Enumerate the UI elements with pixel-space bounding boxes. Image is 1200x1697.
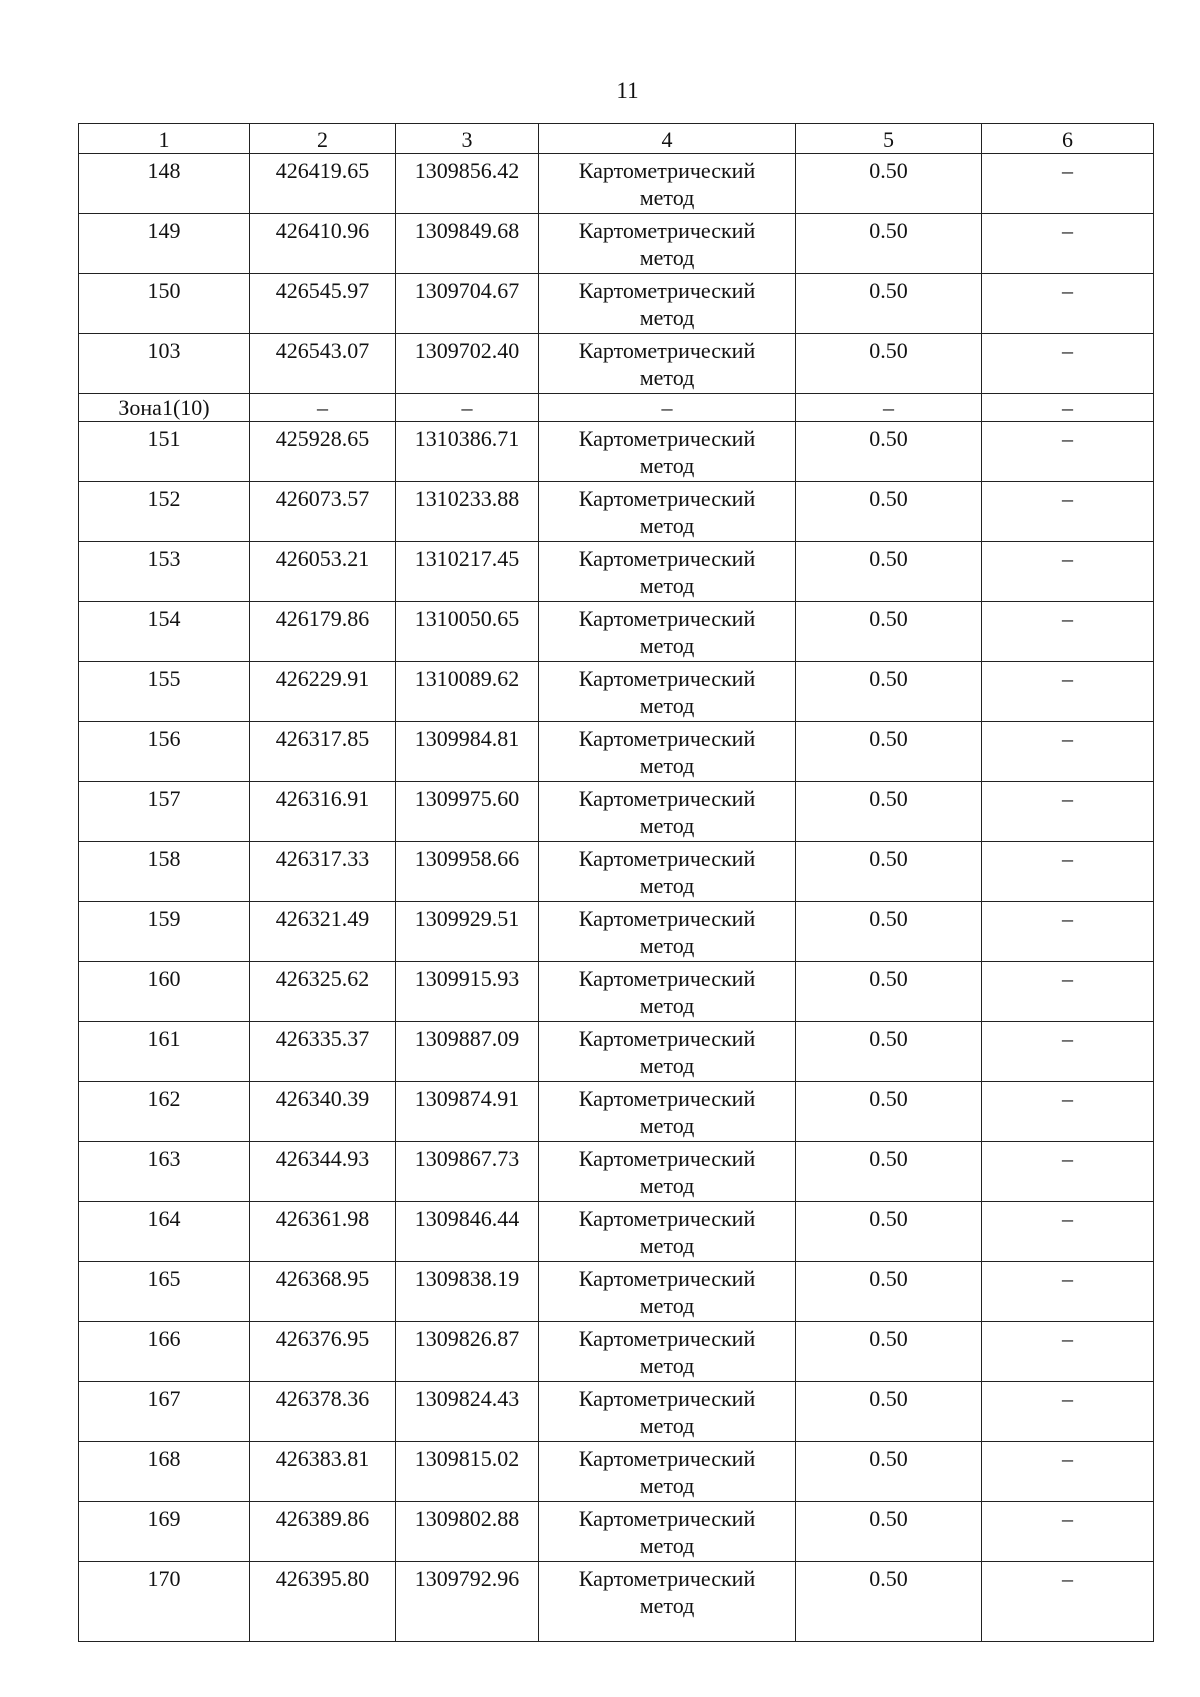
table-row (79, 422, 1154, 482)
y-coordinate-cell: 1310050.65 (396, 602, 539, 662)
table-row (79, 782, 1154, 842)
accuracy-cell: 0.50 (796, 274, 982, 334)
zone-row (79, 394, 1154, 422)
table-row (79, 1202, 1154, 1262)
x-coordinate-cell: 426335.37 (250, 1022, 396, 1082)
note-cell: – (982, 962, 1154, 1022)
method-cell (539, 214, 796, 274)
table-row (79, 214, 1154, 274)
accuracy-cell: – (796, 394, 982, 422)
accuracy-cell: 0.50 (796, 1202, 982, 1262)
table-row (79, 1442, 1154, 1502)
y-coordinate-cell: 1309867.73 (396, 1142, 539, 1202)
point-cell: 164 (79, 1202, 250, 1262)
method-line-1: Картометрический (578, 1266, 756, 1291)
method-cell (539, 1022, 796, 1082)
method-cell (539, 1142, 796, 1202)
x-coordinate-cell: 426410.96 (250, 214, 396, 274)
method-line-2: метод (639, 245, 695, 270)
point-cell: 156 (79, 722, 250, 782)
method-line-2: метод (639, 753, 695, 778)
x-coordinate-cell: 426053.21 (250, 542, 396, 602)
column-header-2: 2 (250, 124, 396, 154)
point-cell: 158 (79, 842, 250, 902)
point-cell: 166 (79, 1322, 250, 1382)
point-cell: 170 (79, 1562, 250, 1642)
method-cell (539, 842, 796, 902)
y-coordinate-cell: 1309929.51 (396, 902, 539, 962)
method-line-2: метод (639, 1533, 695, 1558)
x-coordinate-cell: 426545.97 (250, 274, 396, 334)
y-coordinate-cell: 1309874.91 (396, 1082, 539, 1142)
method-cell (539, 1202, 796, 1262)
y-coordinate-cell: 1309846.44 (396, 1202, 539, 1262)
point-cell: Зона1(10) (79, 394, 250, 422)
x-coordinate-cell: 426317.33 (250, 842, 396, 902)
table-row (79, 274, 1154, 334)
note-cell: – (982, 722, 1154, 782)
y-coordinate-cell: 1310233.88 (396, 482, 539, 542)
method-line-2: метод (639, 1233, 695, 1258)
accuracy-cell: 0.50 (796, 1082, 982, 1142)
x-coordinate-cell: 426395.80 (250, 1562, 396, 1642)
note-cell: – (982, 1382, 1154, 1442)
point-cell: 151 (79, 422, 250, 482)
method-cell (539, 902, 796, 962)
method-line-2: метод (639, 1053, 695, 1078)
method-cell (539, 1322, 796, 1382)
point-cell: 157 (79, 782, 250, 842)
x-coordinate-cell: 426317.85 (250, 722, 396, 782)
y-coordinate-cell: 1309887.09 (396, 1022, 539, 1082)
x-coordinate-cell: 426383.81 (250, 1442, 396, 1502)
note-cell: – (982, 902, 1154, 962)
point-cell: 148 (79, 154, 250, 214)
note-cell: – (982, 1022, 1154, 1082)
table-body (79, 154, 1154, 1642)
method-line-2: метод (639, 1113, 695, 1138)
accuracy-cell: 0.50 (796, 902, 982, 962)
method-line-1: Картометрический (578, 218, 756, 243)
accuracy-cell: 0.50 (796, 662, 982, 722)
x-coordinate-cell: 426179.86 (250, 602, 396, 662)
method-cell (539, 1442, 796, 1502)
point-cell: 150 (79, 274, 250, 334)
note-cell: – (982, 1322, 1154, 1382)
method-line-1: Картометрический (578, 966, 756, 991)
accuracy-cell: 0.50 (796, 962, 982, 1022)
y-coordinate-cell: 1309704.67 (396, 274, 539, 334)
method-line-2: метод (639, 933, 695, 958)
method-line-2: метод (639, 1173, 695, 1198)
page-number: 11 (616, 78, 639, 103)
accuracy-cell: 0.50 (796, 1562, 982, 1642)
method-cell (539, 722, 796, 782)
method-line-1: Картометрический (578, 726, 756, 751)
point-cell: 103 (79, 334, 250, 394)
table-row (79, 842, 1154, 902)
method-cell (539, 394, 796, 422)
method-line-1: Картометрический (578, 666, 756, 691)
method-line-1: Картометрический (578, 906, 756, 931)
method-cell (539, 334, 796, 394)
point-cell: 159 (79, 902, 250, 962)
method-line-2: метод (639, 365, 695, 390)
x-coordinate-cell: 426361.98 (250, 1202, 396, 1262)
method-line-2: метод (639, 513, 695, 538)
table-row (79, 602, 1154, 662)
method-cell (539, 662, 796, 722)
note-cell: – (982, 1442, 1154, 1502)
note-cell: – (982, 1502, 1154, 1562)
accuracy-cell: 0.50 (796, 154, 982, 214)
y-coordinate-cell: 1309958.66 (396, 842, 539, 902)
y-coordinate-cell: 1310217.45 (396, 542, 539, 602)
y-coordinate-cell: 1309838.19 (396, 1262, 539, 1322)
note-cell: – (982, 1082, 1154, 1142)
y-coordinate-cell: 1309702.40 (396, 334, 539, 394)
accuracy-cell: 0.50 (796, 1022, 982, 1082)
point-cell: 165 (79, 1262, 250, 1322)
method-line-1: Картометрический (578, 1326, 756, 1351)
y-coordinate-cell: 1309792.96 (396, 1562, 539, 1642)
column-header-4: 4 (539, 124, 796, 154)
accuracy-cell: 0.50 (796, 542, 982, 602)
method-line-1: Картометрический (578, 1566, 756, 1591)
note-cell: – (982, 842, 1154, 902)
method-cell (539, 1382, 796, 1442)
table-row (79, 334, 1154, 394)
y-coordinate-cell: 1310089.62 (396, 662, 539, 722)
x-coordinate-cell: 426344.93 (250, 1142, 396, 1202)
method-line-2: метод (639, 453, 695, 478)
y-coordinate-cell: 1309849.68 (396, 214, 539, 274)
note-cell: – (982, 1142, 1154, 1202)
accuracy-cell: 0.50 (796, 602, 982, 662)
method-line-2: метод (639, 573, 695, 598)
table-row (79, 962, 1154, 1022)
method-cell (539, 542, 796, 602)
accuracy-cell: 0.50 (796, 1322, 982, 1382)
method-line-1: Картометрический (578, 338, 756, 363)
point-cell: 169 (79, 1502, 250, 1562)
note-cell: – (982, 154, 1154, 214)
x-coordinate-cell: 426325.62 (250, 962, 396, 1022)
point-cell: 154 (79, 602, 250, 662)
method-line-2: метод (639, 185, 695, 210)
method-line-1: Картометрический (578, 278, 756, 303)
method-line-2: метод (639, 813, 695, 838)
note-cell: – (982, 1562, 1154, 1642)
note-cell: – (982, 334, 1154, 394)
point-cell: 152 (79, 482, 250, 542)
accuracy-cell: 0.50 (796, 842, 982, 902)
accuracy-cell: 0.50 (796, 1382, 982, 1442)
accuracy-cell: 0.50 (796, 1442, 982, 1502)
table-row (79, 1562, 1154, 1642)
method-line-1: Картометрический (578, 426, 756, 451)
note-cell: – (982, 422, 1154, 482)
method-line-1: Картометрический (578, 606, 756, 631)
table-row (79, 482, 1154, 542)
method-line-1: Картометрический (578, 546, 756, 571)
point-cell: 161 (79, 1022, 250, 1082)
method-line-1: – (661, 395, 673, 420)
table-row (79, 662, 1154, 722)
method-line-1: Картометрический (578, 486, 756, 511)
method-line-2: метод (639, 1593, 695, 1618)
column-header-5: 5 (796, 124, 982, 154)
method-cell (539, 1562, 796, 1642)
method-line-1: Картометрический (578, 1446, 756, 1471)
method-line-1: Картометрический (578, 158, 756, 183)
table-row (79, 154, 1154, 214)
point-cell: 167 (79, 1382, 250, 1442)
point-cell: 160 (79, 962, 250, 1022)
table-row (79, 1082, 1154, 1142)
x-coordinate-cell: – (250, 394, 396, 422)
method-line-2: метод (639, 305, 695, 330)
method-line-2: метод (639, 1293, 695, 1318)
y-coordinate-cell: 1309815.02 (396, 1442, 539, 1502)
accuracy-cell: 0.50 (796, 722, 982, 782)
table-row (79, 1262, 1154, 1322)
point-cell: 153 (79, 542, 250, 602)
header-row (79, 124, 1154, 154)
table-row (79, 542, 1154, 602)
table-row (79, 1322, 1154, 1382)
x-coordinate-cell: 426368.95 (250, 1262, 396, 1322)
accuracy-cell: 0.50 (796, 1502, 982, 1562)
table-row (79, 722, 1154, 782)
note-cell: – (982, 214, 1154, 274)
x-coordinate-cell: 426376.95 (250, 1322, 396, 1382)
note-cell: – (982, 1262, 1154, 1322)
accuracy-cell: 0.50 (796, 1262, 982, 1322)
method-line-1: Картометрический (578, 1506, 756, 1531)
method-cell (539, 274, 796, 334)
method-cell (539, 782, 796, 842)
point-cell: 168 (79, 1442, 250, 1502)
note-cell: – (982, 1202, 1154, 1262)
column-header-1: 1 (79, 124, 250, 154)
coordinates-table (78, 123, 1154, 1642)
y-coordinate-cell: 1309856.42 (396, 154, 539, 214)
x-coordinate-cell: 426543.07 (250, 334, 396, 394)
note-cell: – (982, 662, 1154, 722)
note-cell: – (982, 782, 1154, 842)
y-coordinate-cell: 1309915.93 (396, 962, 539, 1022)
table-row (79, 1142, 1154, 1202)
note-cell: – (982, 482, 1154, 542)
method-cell (539, 962, 796, 1022)
method-line-1: Картометрический (578, 786, 756, 811)
point-cell: 162 (79, 1082, 250, 1142)
x-coordinate-cell: 426389.86 (250, 1502, 396, 1562)
accuracy-cell: 0.50 (796, 782, 982, 842)
y-coordinate-cell: – (396, 394, 539, 422)
y-coordinate-cell: 1310386.71 (396, 422, 539, 482)
method-cell (539, 602, 796, 662)
point-cell: 155 (79, 662, 250, 722)
x-coordinate-cell: 426316.91 (250, 782, 396, 842)
method-line-1: Картометрический (578, 1386, 756, 1411)
method-cell (539, 1082, 796, 1142)
method-line-2: метод (639, 993, 695, 1018)
method-line-2: метод (639, 1353, 695, 1378)
x-coordinate-cell: 426419.65 (250, 154, 396, 214)
method-line-2: метод (639, 1473, 695, 1498)
method-line-1: Картометрический (578, 846, 756, 871)
table-row (79, 902, 1154, 962)
method-line-2: метод (639, 693, 695, 718)
y-coordinate-cell: 1309984.81 (396, 722, 539, 782)
method-line-1: Картометрический (578, 1146, 756, 1171)
accuracy-cell: 0.50 (796, 334, 982, 394)
accuracy-cell: 0.50 (796, 422, 982, 482)
y-coordinate-cell: 1309824.43 (396, 1382, 539, 1442)
x-coordinate-cell: 426321.49 (250, 902, 396, 962)
method-cell (539, 1262, 796, 1322)
method-line-1: Картометрический (578, 1086, 756, 1111)
x-coordinate-cell: 425928.65 (250, 422, 396, 482)
note-cell: – (982, 542, 1154, 602)
table-row (79, 1502, 1154, 1562)
note-cell: – (982, 394, 1154, 422)
accuracy-cell: 0.50 (796, 482, 982, 542)
x-coordinate-cell: 426229.91 (250, 662, 396, 722)
accuracy-cell: 0.50 (796, 214, 982, 274)
note-cell: – (982, 602, 1154, 662)
method-line-1: Картометрический (578, 1026, 756, 1051)
method-cell (539, 422, 796, 482)
point-cell: 149 (79, 214, 250, 274)
method-line-2: метод (639, 633, 695, 658)
table-row (79, 1022, 1154, 1082)
point-cell: 163 (79, 1142, 250, 1202)
y-coordinate-cell: 1309975.60 (396, 782, 539, 842)
method-cell (539, 482, 796, 542)
x-coordinate-cell: 426073.57 (250, 482, 396, 542)
accuracy-cell: 0.50 (796, 1142, 982, 1202)
method-line-2: метод (639, 873, 695, 898)
y-coordinate-cell: 1309826.87 (396, 1322, 539, 1382)
x-coordinate-cell: 426340.39 (250, 1082, 396, 1142)
x-coordinate-cell: 426378.36 (250, 1382, 396, 1442)
method-cell (539, 154, 796, 214)
column-header-6: 6 (982, 124, 1154, 154)
method-cell (539, 1502, 796, 1562)
y-coordinate-cell: 1309802.88 (396, 1502, 539, 1562)
method-line-2: метод (639, 1413, 695, 1438)
table-row (79, 1382, 1154, 1442)
column-header-3: 3 (396, 124, 539, 154)
note-cell: – (982, 274, 1154, 334)
method-line-1: Картометрический (578, 1206, 756, 1231)
